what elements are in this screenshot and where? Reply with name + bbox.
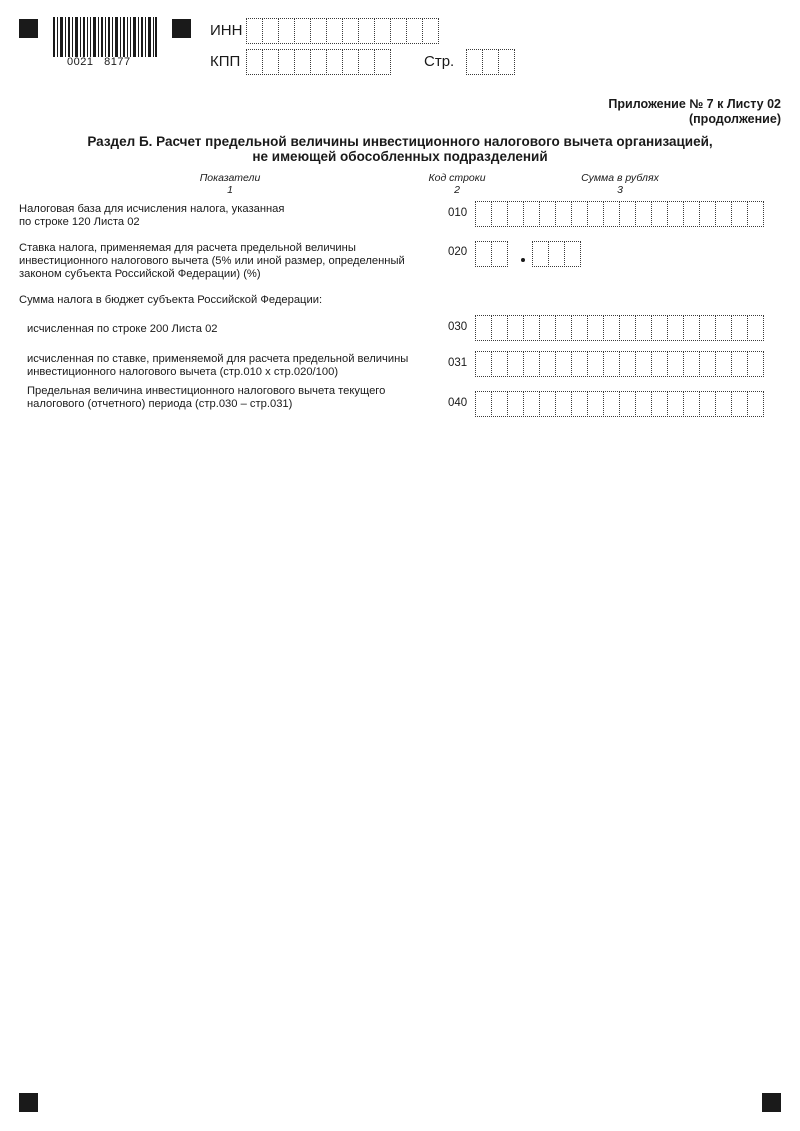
inn-field[interactable] [246,18,438,44]
column-header-amount: Сумма в рублях 3 [581,172,659,196]
row-031-label: исчисленная по ставке, применяемой для расчета предельной величины инвестиционного налогового вычета (стр.010 х стр.020/100) [27,353,409,378]
page-number-field[interactable] [466,49,514,75]
row-010-label: Налоговая база для исчисления налога, указанная по строке 120 Листа 02 [19,203,285,228]
appendix-line-1: Приложение № 7 к Листу 02 [608,97,781,111]
row-030-label: исчисленная по строке 200 Листа 02 [27,323,218,335]
row-040-amount-field[interactable] [475,391,763,417]
row-010-amount-field[interactable] [475,201,763,227]
section-title-line-2: не имеющей обособленных подразделений [252,149,548,164]
row-030-amount-field[interactable] [475,315,763,341]
corner-marker-top-left [19,19,38,38]
row-010-code: 010 [448,207,468,219]
inn-label: ИНН [210,22,243,39]
row-020-rate-fraction-field[interactable] [532,241,580,267]
barcode [53,17,157,57]
section-title [0,134,800,164]
row-020-label: Ставка налога, применяемая для расчета предельной величины инвестиционного налогового вычета (5% или иной размер, определенный законом субъекта Российской Федерации) (%) [19,242,405,280]
kpp-field[interactable] [246,49,390,75]
decimal-point [521,258,525,262]
page-label: Стр. [424,53,455,70]
row-020-code: 020 [448,246,468,258]
row-040-label: Предельная величина инвестиционного налогового вычета текущего налогового (отчетного) периода (стр.030 – стр.031) [27,385,386,410]
row-031-amount-field[interactable] [475,351,763,377]
barcode-number: 0021 8177 [67,56,131,68]
row-040-code: 040 [448,397,468,409]
row-020-rate-integer-field[interactable] [475,241,507,267]
corner-marker-bottom-left [19,1093,38,1112]
column-header-indicators: Показатели 1 [199,172,261,196]
row-030-code: 030 [448,321,468,333]
section-label-tax-amount: Сумма налога в бюджет субъекта Российской Федерации: [19,294,323,306]
section-title-line-1: Раздел Б. Расчет предельной величины инвестиционного налогового вычета организацией, [87,134,713,149]
corner-marker-bottom-right [762,1093,781,1112]
appendix-note [608,97,781,127]
kpp-label: КПП [210,53,241,70]
corner-marker-top-right [172,19,191,38]
column-header-line-code: Код строки 2 [428,172,486,196]
appendix-line-2: (продолжение) [688,112,781,126]
row-031-code: 031 [448,357,468,369]
